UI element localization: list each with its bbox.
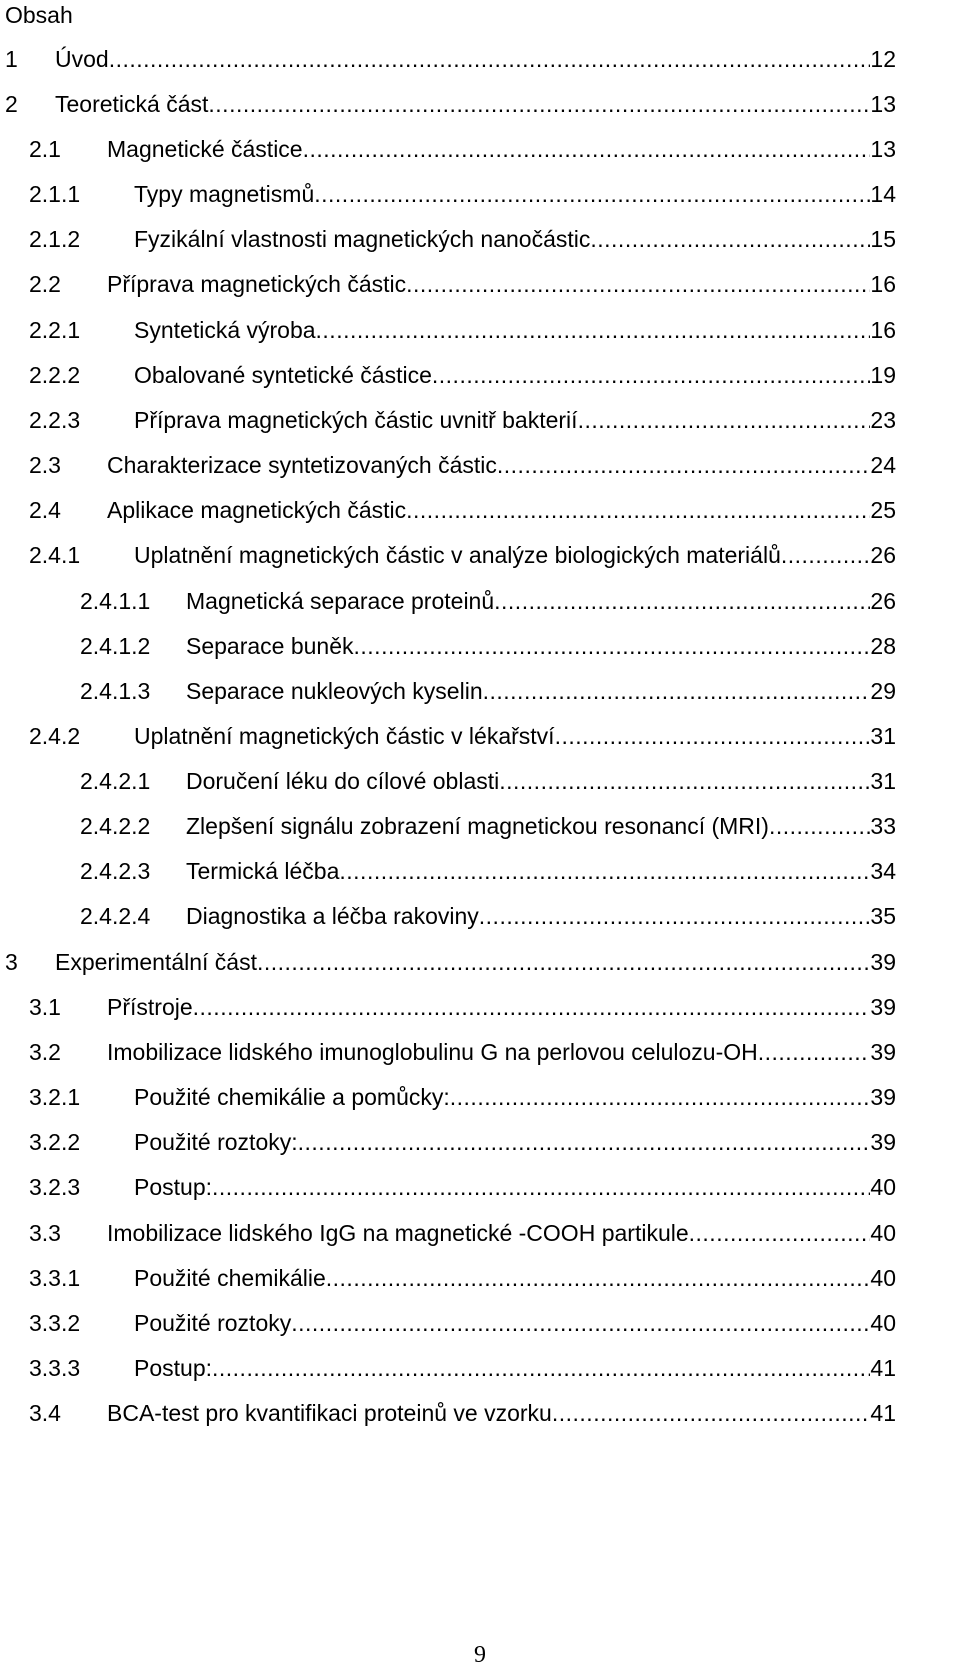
toc-entry[interactable] [29,1082,896,1112]
toc-entry-title: Termická léčba [186,858,340,884]
toc-entry-number: 3.2.2 [29,1129,81,1155]
toc-entry-number: 2.2.3 [29,407,81,433]
toc-leader-dots [758,1037,871,1067]
toc-entry-title: Experimentální část [55,949,257,975]
toc-entry-page: 33 [870,813,896,839]
toc-entry-number: 3.2 [29,1039,61,1065]
toc-entry[interactable] [29,1398,896,1428]
toc-leader-dots [208,89,870,119]
toc-entry-number: 2 [5,91,18,117]
toc-leader-dots [494,586,870,616]
toc-entry-number: 2.3 [29,452,61,478]
toc-entry-title: Zlepšení signálu zobrazení magnetickou resonancí (MRI) [186,813,769,839]
toc-entry-number: 3.1 [29,994,61,1020]
toc-entry-page: 28 [870,633,896,659]
toc-entry-number: 2.2 [29,271,61,297]
toc-entry-title: Příprava magnetických částic [107,271,407,297]
toc-entry-title: Použité chemikálie a pomůcky: [134,1084,450,1110]
toc-entry-number: 2.4 [29,497,61,523]
toc-entry[interactable] [29,540,896,570]
toc-heading: Obsah [5,2,73,28]
toc-entry-number: 2.4.2.3 [80,858,151,884]
toc-leader-dots [406,495,870,525]
toc-entry-page: 39 [870,1039,896,1065]
toc-entry[interactable] [29,1263,896,1293]
toc-leader-dots [257,947,870,977]
toc-leader-dots [314,179,870,209]
toc-entry[interactable] [29,450,896,480]
toc-entry[interactable] [29,179,896,209]
toc-leader-dots [354,631,871,661]
toc-entry[interactable] [29,224,896,254]
toc-entry-title: Příprava magnetických částic uvnitř bakterií [134,407,578,433]
toc-entry-number: 2.4.2.4 [80,903,151,929]
toc-leader-dots [552,1398,871,1428]
toc-leader-dots [212,1353,870,1383]
toc-entry[interactable] [80,901,896,931]
toc-entry-number: 2.1 [29,136,61,162]
toc-entry[interactable] [80,856,896,886]
toc-leader-dots [303,134,871,164]
toc-entry[interactable] [29,992,896,1022]
toc-entry-number: 3.3.2 [29,1310,81,1336]
toc-entry[interactable] [80,766,896,796]
toc-leader-dots [193,992,871,1022]
toc-entry[interactable] [29,495,896,525]
toc-entry-page: 23 [870,407,896,433]
toc-entry-number: 2.4.2.2 [80,813,151,839]
toc-leader-dots [326,1263,871,1293]
toc-leader-dots [291,1308,870,1338]
toc-entry[interactable] [80,676,896,706]
toc-leader-dots [316,315,871,345]
toc-entry-number: 2.4.2 [29,723,81,749]
toc-entry-page: 40 [870,1265,896,1291]
toc-entry-page: 26 [870,588,896,614]
toc-leader-dots [689,1218,871,1248]
toc-entry-title: Magnetická separace proteinů [186,588,495,614]
toc-entry[interactable] [29,269,896,299]
toc-leader-dots [432,360,871,390]
toc-entry-title: Diagnostika a léčba rakoviny [186,903,479,929]
toc-entry-number: 3.2.3 [29,1174,81,1200]
toc-entry-page: 35 [870,903,896,929]
toc-entry-page: 31 [870,768,896,794]
toc-entry-page: 34 [870,858,896,884]
toc-entry-number: 2.4.1 [29,542,81,568]
toc-entry[interactable] [29,315,896,345]
toc-entry-page: 29 [870,678,896,704]
toc-entry-title: Typy magnetismů [134,181,315,207]
toc-entry-number: 2.2.2 [29,362,81,388]
toc-leader-dots [450,1082,871,1112]
toc-entry-title: Použité chemikálie [134,1265,326,1291]
toc-entry-page: 24 [870,452,896,478]
toc-entry-title: Úvod [55,46,109,72]
toc-entry-number: 2.4.1.1 [80,588,151,614]
toc-entry-title: Magnetické částice [107,136,303,162]
toc-entry-page: 40 [870,1174,896,1200]
toc-entry[interactable] [29,1172,896,1202]
toc-entry-title: Separace nukleových kyselin [186,678,483,704]
toc-entry-title: Obalované syntetické částice [134,362,432,388]
toc-entry-title: Uplatnění magnetických částic v lékařství [134,723,555,749]
toc-entry[interactable] [29,1308,896,1338]
toc-entry[interactable] [29,360,896,390]
toc-leader-dots [781,540,871,570]
toc-entry-title: Imobilizace lidského IgG na magnetické -COOH partikule [107,1220,689,1246]
toc-entry-page: 39 [870,1084,896,1110]
toc-entry-page: 40 [870,1220,896,1246]
toc-entry-number: 3.3.1 [29,1265,81,1291]
toc-entry[interactable] [29,405,896,435]
toc-entry-number: 2.1.1 [29,181,81,207]
toc-entry-title: Přístroje [107,994,193,1020]
toc-entry[interactable] [5,44,896,74]
toc-leader-dots [769,811,870,841]
toc-entry-page: 39 [870,1129,896,1155]
toc-leader-dots [578,405,871,435]
toc-leader-dots [555,721,871,751]
toc-entry-number: 2.4.2.1 [80,768,151,794]
toc-entry-title: Separace buněk [186,633,354,659]
toc-entry-page: 16 [870,271,896,297]
toc-entry[interactable] [5,947,896,977]
toc-entry-page: 19 [870,362,896,388]
toc-entry-number: 2.1.2 [29,226,81,252]
toc-entry-number: 3.3 [29,1220,61,1246]
toc-entry-number: 3.4 [29,1400,61,1426]
toc-entry-title: BCA-test pro kvantifikaci proteinů ve vzorku [107,1400,552,1426]
toc-entry-title: Použité roztoky [134,1310,292,1336]
toc-entry[interactable] [29,1353,896,1383]
toc-entry-page: 14 [870,181,896,207]
toc-entry-page: 15 [870,226,896,252]
toc-entry[interactable] [29,1037,896,1067]
toc-leader-dots [339,856,870,886]
toc-entry-number: 3 [5,949,18,975]
toc-entry-page: 13 [870,91,896,117]
toc-leader-dots [499,766,870,796]
toc-entry[interactable] [80,631,896,661]
toc-entry-title: Použité roztoky: [134,1129,298,1155]
toc-entry-page: 39 [870,949,896,975]
toc-entry[interactable] [29,1218,896,1248]
toc-leader-dots [590,224,870,254]
toc-leader-dots [406,269,870,299]
toc-entry-page: 13 [870,136,896,162]
toc-leader-dots [212,1172,870,1202]
toc-entry-title: Uplatnění magnetických částic v analýze biologických materiálů [134,542,781,568]
toc-entry-number: 2.2.1 [29,317,81,343]
toc-entry[interactable] [29,1127,896,1157]
toc-entry-number: 1 [5,46,18,72]
toc-entry-page: 25 [870,497,896,523]
toc-entry-title: Doručení léku do cílové oblasti [186,768,500,794]
toc-entry-title: Postup: [134,1355,212,1381]
toc-entry-title: Teoretická část [55,91,209,117]
toc-entry-page: 12 [870,46,896,72]
toc-entry-page: 16 [870,317,896,343]
toc-leader-dots [109,44,871,74]
toc-entry-page: 31 [870,723,896,749]
toc-entry-page: 26 [870,542,896,568]
toc-entry[interactable] [29,134,896,164]
toc-entry-page: 41 [870,1400,896,1426]
toc-entry[interactable] [29,721,896,751]
toc-entry-title: Charakterizace syntetizovaných částic [107,452,497,478]
toc-entry-number: 2.4.1.2 [80,633,151,659]
footer-page-number: 9 [474,1642,486,1668]
toc-leader-dots [497,450,871,480]
toc-entry-title: Aplikace magnetických částic [107,497,407,523]
toc-entry-title: Syntetická výroba [134,317,316,343]
toc-entry-page: 41 [870,1355,896,1381]
toc-entry[interactable] [80,586,896,616]
toc-leader-dots [298,1127,871,1157]
toc-entry[interactable] [80,811,896,841]
toc-entry-title: Postup: [134,1174,212,1200]
toc-entry[interactable] [5,89,896,119]
toc-entry-number: 2.4.1.3 [80,678,151,704]
toc-entry-page: 40 [870,1310,896,1336]
toc-entry-page: 39 [870,994,896,1020]
toc-leader-dots [483,676,871,706]
toc-entry-number: 3.2.1 [29,1084,81,1110]
toc-leader-dots [479,901,871,931]
toc-entry-number: 3.3.3 [29,1355,81,1381]
toc-entry-title: Fyzikální vlastnosti magnetických nanočástic [134,226,591,252]
toc-entry-title: Imobilizace lidského imunoglobulinu G na perlovou celulozu-OH [107,1039,758,1065]
